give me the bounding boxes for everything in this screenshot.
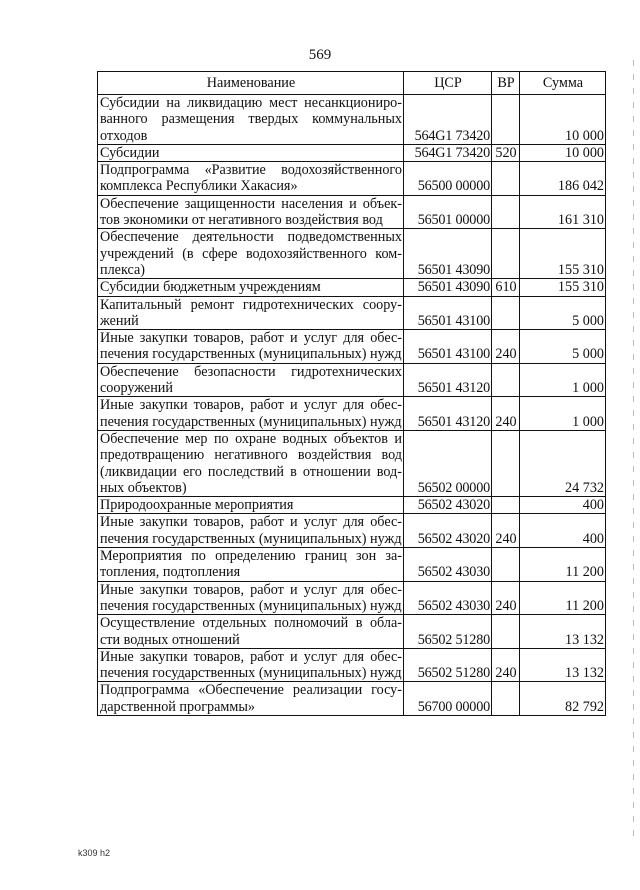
table-row [98, 229, 606, 279]
row-sum: 161 310 [520, 195, 606, 229]
row-sum: 82 792 [520, 682, 606, 716]
row-vr [492, 95, 520, 145]
row-sum: 155 310 [520, 229, 606, 279]
row-vr [492, 229, 520, 279]
row-name: Подпрограмма «Развитие водохозяйственного комплекса Республики Хакасия» [98, 162, 404, 196]
row-name: Субсидии на ликвидацию мест несанкциониро-ванного размещения твердых коммунальных отходов [98, 95, 404, 145]
row-sum: 5 000 [520, 296, 606, 330]
table-row [98, 162, 606, 196]
row-sum: 11 200 [520, 548, 606, 582]
row-sum: 10 000 [520, 95, 606, 145]
row-name: Обеспечение мер по охране водных объектов и предотвращению негативного воздействия вод (ликвидации его последствий в отношении вод-ных объектов) [98, 430, 404, 496]
row-name: Природоохранные мероприятия [98, 497, 404, 514]
row-sum: 13 132 [520, 615, 606, 649]
row-name: Обеспечение деятельности подведомственных учреждений (в сфере водохозяйственного ком-плекса) [98, 229, 404, 279]
row-sum: 5 000 [520, 330, 606, 364]
row-sum: 186 042 [520, 162, 606, 196]
row-vr [492, 615, 520, 649]
header-sum: Сумма [520, 72, 606, 95]
table-row [98, 615, 606, 649]
table-row [98, 195, 606, 229]
row-csr: 56502 43030 [404, 581, 492, 615]
row-sum: 400 [520, 497, 606, 514]
table-row [98, 363, 606, 397]
row-csr: 56502 51280 [404, 648, 492, 682]
scan-edge-mark [633, 60, 634, 840]
row-vr: 240 [492, 330, 520, 364]
budget-table [97, 71, 606, 716]
table-row [98, 682, 606, 716]
table-row [98, 430, 606, 496]
row-name: Субсидии [98, 144, 404, 161]
row-name: Обеспечение безопасности гидротехнических сооружений [98, 363, 404, 397]
row-name: Подпрограмма «Обеспечение реализации госу-дарственной программы» [98, 682, 404, 716]
table-row [98, 330, 606, 364]
row-vr: 240 [492, 648, 520, 682]
row-vr [492, 497, 520, 514]
row-name: Иные закупки товаров, работ и услуг для обес-печения государственных (муниципальных) нужд [98, 330, 404, 364]
row-csr: 56700 00000 [404, 682, 492, 716]
table-row [98, 648, 606, 682]
header-csr: ЦСР [404, 72, 492, 95]
row-vr: 520 [492, 144, 520, 161]
row-csr: 56500 00000 [404, 162, 492, 196]
row-csr: 564G1 73420 [404, 144, 492, 161]
row-csr: 56502 43020 [404, 514, 492, 548]
row-name: Субсидии бюджетным учреждениям [98, 279, 404, 296]
row-vr: 610 [492, 279, 520, 296]
row-csr: 564G1 73420 [404, 95, 492, 145]
row-sum: 400 [520, 514, 606, 548]
row-csr: 56502 43020 [404, 497, 492, 514]
row-sum: 24 732 [520, 430, 606, 496]
row-vr [492, 548, 520, 582]
row-vr [492, 682, 520, 716]
row-vr [492, 430, 520, 496]
row-vr [492, 195, 520, 229]
row-csr: 56501 43120 [404, 397, 492, 431]
table-row [98, 497, 606, 514]
row-vr: 240 [492, 514, 520, 548]
row-csr: 56502 51280 [404, 615, 492, 649]
table-row [98, 581, 606, 615]
row-csr: 56502 43030 [404, 548, 492, 582]
header-vr: ВР [492, 72, 520, 95]
row-csr: 56501 43090 [404, 229, 492, 279]
table-row [98, 548, 606, 582]
table-row [98, 296, 606, 330]
table-row [98, 144, 606, 161]
table-row [98, 514, 606, 548]
page-number: 569 [308, 47, 332, 63]
row-sum: 155 310 [520, 279, 606, 296]
table-row [98, 279, 606, 296]
footer-code: k309 h2 [78, 848, 111, 858]
row-sum: 11 200 [520, 581, 606, 615]
row-csr: 56501 00000 [404, 195, 492, 229]
row-sum: 1 000 [520, 397, 606, 431]
row-name: Иные закупки товаров, работ и услуг для обес-печения государственных (муниципальных) нужд [98, 397, 404, 431]
row-sum: 13 132 [520, 648, 606, 682]
row-csr: 56501 43100 [404, 296, 492, 330]
row-name: Иные закупки товаров, работ и услуг для обес-печения государственных (муниципальных) нужд [98, 514, 404, 548]
row-name: Иные закупки товаров, работ и услуг для обес-печения государственных (муниципальных) нужд [98, 581, 404, 615]
row-sum: 1 000 [520, 363, 606, 397]
row-csr: 56501 43120 [404, 363, 492, 397]
row-name: Мероприятия по определению границ зон за-топления, подтопления [98, 548, 404, 582]
table-row [98, 397, 606, 431]
row-name: Иные закупки товаров, работ и услуг для обес-печения государственных (муниципальных) нужд [98, 648, 404, 682]
row-name: Обеспечение защищенности населения и объек-тов экономики от негативного воздействия вод [98, 195, 404, 229]
table-row [98, 95, 606, 145]
row-vr: 240 [492, 397, 520, 431]
row-vr [492, 162, 520, 196]
table-header-row [98, 72, 606, 95]
row-vr [492, 363, 520, 397]
row-vr: 240 [492, 581, 520, 615]
row-sum: 10 000 [520, 144, 606, 161]
row-csr: 56501 43090 [404, 279, 492, 296]
row-csr: 56501 43100 [404, 330, 492, 364]
row-csr: 56502 00000 [404, 430, 492, 496]
row-name: Капитальный ремонт гидротехнических соору-жений [98, 296, 404, 330]
row-name: Осуществление отдельных полномочий в обла-сти водных отношений [98, 615, 404, 649]
header-name: Наименование [98, 72, 404, 95]
row-vr [492, 296, 520, 330]
